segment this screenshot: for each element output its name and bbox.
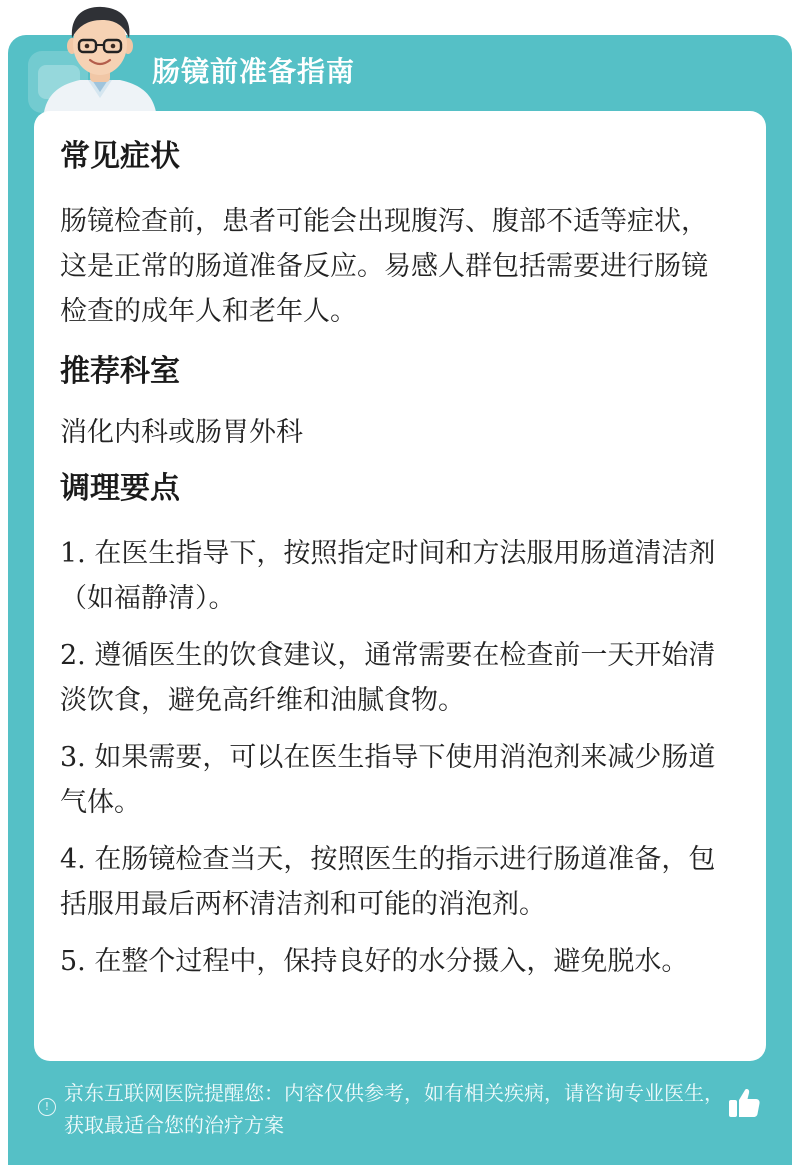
tip-item [60, 735, 725, 825]
footer-text: 京东互联网医院提醒您：内容仅供参考，如有相关疾病，请咨询专业医生，获取最适合您的治疗方案 [64, 1081, 724, 1137]
tip-item [60, 531, 725, 621]
content-panel [34, 111, 766, 1061]
page-title: 肠镜前准备指南 [152, 55, 356, 88]
footer-notice [8, 1061, 792, 1165]
tip-text: 遵循医生的饮食建议，通常需要在检查前一天开始清淡饮食，避免高纤维和油腻食物。 [60, 640, 716, 716]
tips-title: 调理要点 [60, 471, 180, 506]
info-icon: ! [38, 1098, 56, 1116]
department-text: 消化内科或肠胃外科 [60, 417, 303, 448]
tip-number: 5. [60, 946, 86, 977]
tip-text: 在整个过程中，保持良好的水分摄入，避免脱水。 [85, 946, 689, 977]
tip-number: 4. [60, 844, 86, 875]
tip-number: 3. [60, 742, 86, 773]
tip-text: 在医生指导下，按照指定时间和方法服用肠道清洁剂（如福静清）。 [60, 538, 716, 614]
tip-item [60, 633, 725, 723]
tip-item [60, 939, 725, 984]
doctor-avatar-icon [40, 0, 160, 112]
tip-item [60, 837, 725, 927]
tip-number: 1. [60, 538, 86, 569]
tip-text: 如果需要，可以在医生指导下使用消泡剂来减少肠道气体。 [60, 742, 716, 818]
content-body [60, 133, 725, 984]
department-title: 推荐科室 [60, 354, 180, 389]
symptoms-text: 肠镜检查前，患者可能会出现腹泻、腹部不适等症状，这是正常的肠道准备反应。易感人群包括需要进行肠镜检查的成年人和老年人。 [60, 206, 708, 327]
tip-text: 在肠镜检查当天，按照医生的指示进行肠道准备，包括服用最后两杯清洁剂和可能的消泡剂。 [60, 844, 716, 920]
symptoms-title: 常见症状 [60, 139, 180, 174]
tip-number: 2. [60, 640, 86, 671]
thumbs-up-icon[interactable] [726, 1085, 762, 1121]
